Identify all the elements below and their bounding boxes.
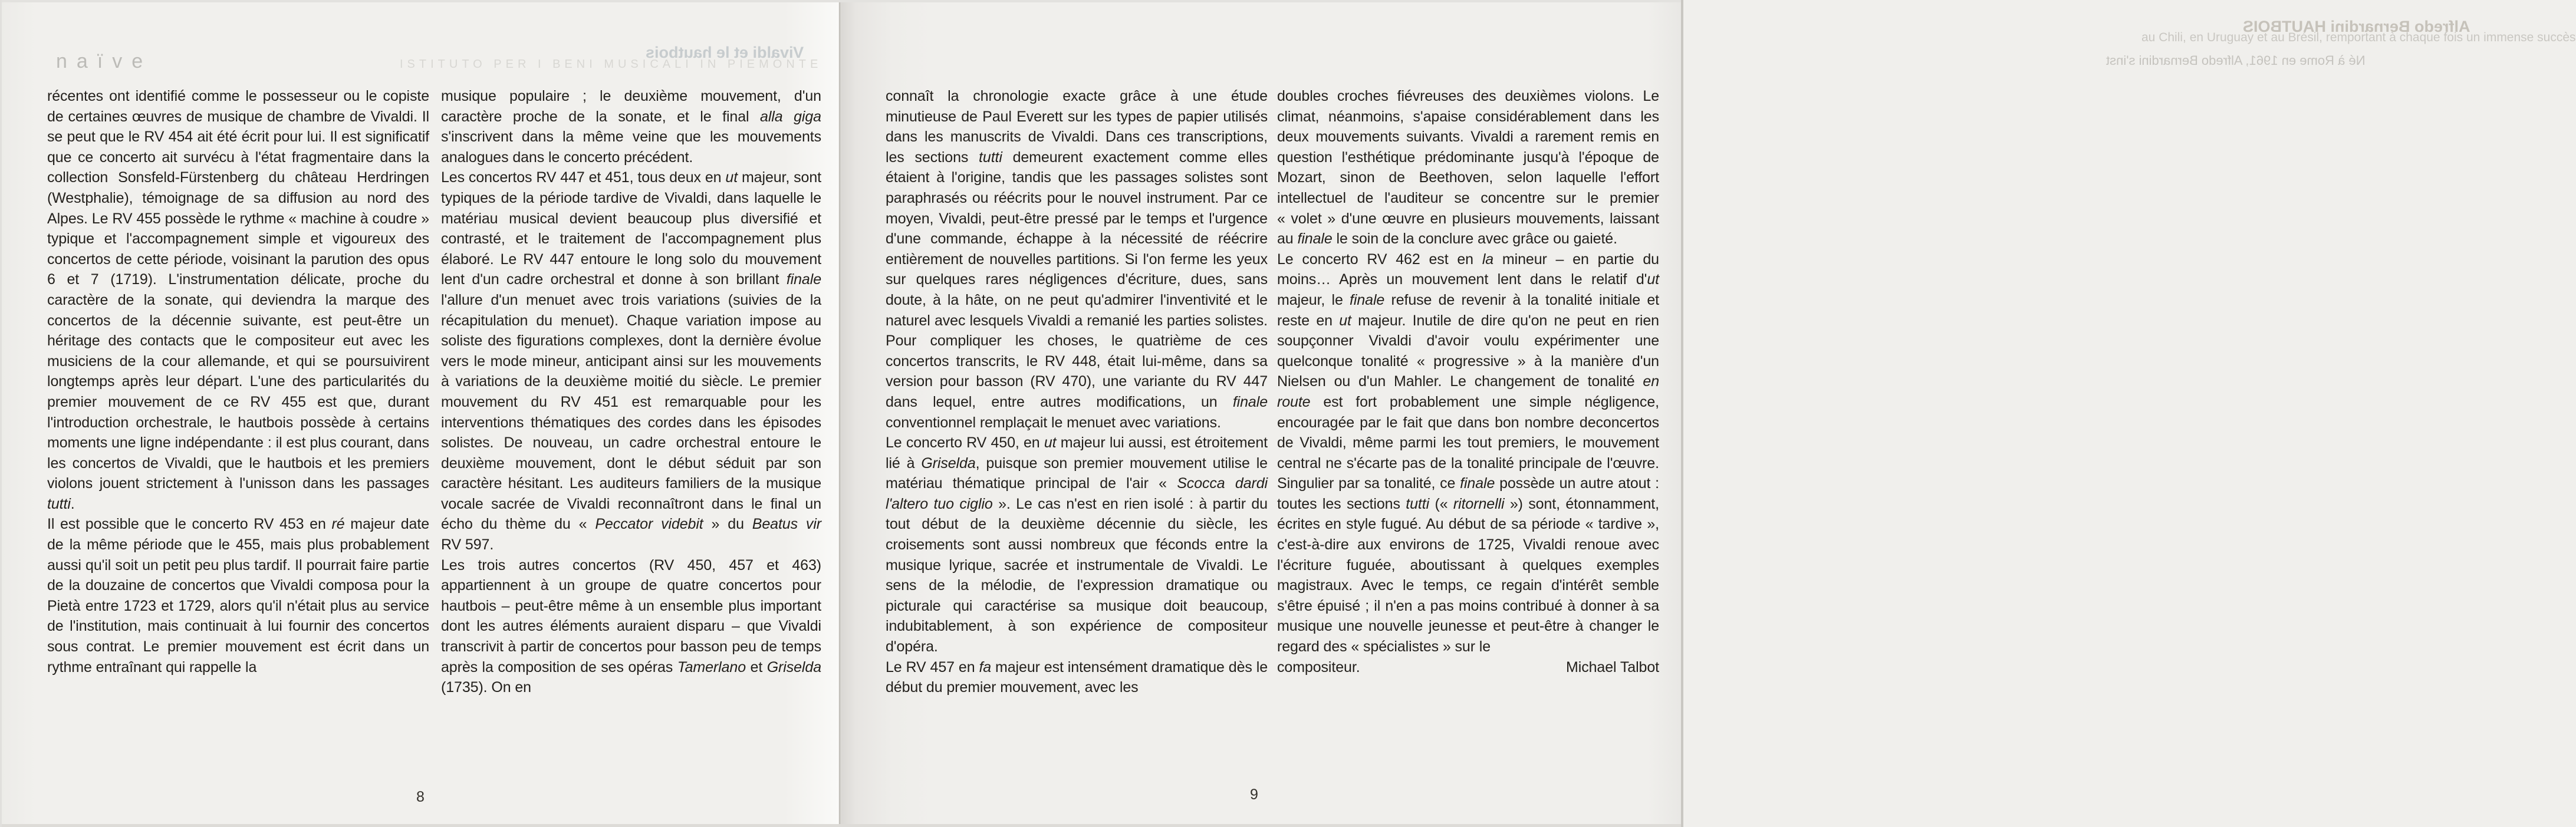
page-number-8: 8 xyxy=(416,789,425,805)
closing-line xyxy=(1277,657,1659,678)
text-column-4 xyxy=(1277,86,1659,677)
paragraph: Le concerto RV 462 est en la mineur – en partie du moins… Après un mouvement lent dans le relatif d'ut majeur, le finale refuse de revenir à la tonalité initiale et reste en ut majeur. Inutile de dire qu'on ne peut en rien soupçonner Vivaldi d'avoir voulu expérimenter une quelconque tonalité « progressive » à la manière d'un Nielsen ou d'un Mahler. Le changement de tonalité en route est fort probablement une simple négligence, encouragée par le fait que dans bon nombre deconcertos de Vivaldi, même parmi les tout premiers, le mouvement central ne s'écarte pas de la tonalité principale de l'œuvre. Singulier par sa tonalité, ce finale possède un autre atout : toutes les sections tutti (« ritornelli ») sont, étonnamment, écrites en style fugué. Au début de sa période « tardive », c'est-à-dire aux environs de 1725, Vivaldi renoue avec l'écriture fuguée, aboutissant à quelques exemples magistraux. Avec le temps, ce regain d'intérêt semble s'être épuisé ; il n'en a pas moins contribué à donner à sa musique une nouvelle jeunesse et peut-être à changer le regard des « spécialistes » sur le xyxy=(1277,251,1660,655)
paragraph: Le concerto RV 450, en ut majeur lui aussi, est étroitement lié à Griselda, puisque son premier mouvement utilise le matériau thématique principal de l'air « Scocca dardi l'altero tuo ciglio ». Le cas n'est en rien isolé : à partir du tout début de la deuxième décennie du siècle, les croisements sont aussi nombreux que féconds entre la musique lyrique, sacrée et instrumentale de Vivaldi. Le sens de la mélodie, de l'expression dramatique ou picturale qui caractérise sa musique doit beaucoup, indubitablement, à son expérience de compositeur d'opéra. xyxy=(886,434,1268,655)
bernardini-bio2-showthrough: Né à Rome en 1961, Alfredo Bernardini s'inst xyxy=(2106,53,2366,68)
bernardini-title-showthrough: Alfredo Bernardini HAUTBOIS xyxy=(2243,18,2470,35)
paragraph: connaît la chronologie exacte grâce à une étude minutieuse de Paul Everett sur les types de papier utilisés dans les manuscrits de Vivaldi. Dans ces transcriptions, les sections tutti demeurent exactement comme elles étaient à l'origine, tandis que les passages solistes sont paraphrasés ou réécrits pour le nouvel instrument. Par ce moyen, Vivaldi, peut-être pressé par le temps et l'urgence d'une commande, échappe à la nécessité de réécrire entièrement de nouvelles partitions. Si l'on ferme les yeux sur quelques rares négligences d'écriture, dues, sans doute, à la hâte, on ne peut qu'admirer l'inventivité et le naturel avec lesquels Vivaldi a remanié les parties solistes. Pour compliquer les choses, le quatrième de ces concertos transcrits, le RV 448, était lui-même, dans sa version pour basson (RV 470), une variante du RV 447 dans lequel, entre autres modifications, un finale conventionnel remplaçait le menuet avec variations. xyxy=(886,88,1268,431)
scan-edge-left xyxy=(0,0,2,827)
paragraph: Il est possible que le concerto RV 453 en ré majeur date de la même période que le 455, mais plus probablement aussi qu'il soit un petit peu plus tardif. Il pourrait faire partie de la douzaine de concertos que Vivaldi composa pour la Pietà entre 1723 et 1729, alors qu'il n'était plus au service de l'institution, mais continuait à lui fournir des concertos sous contrat. Le premier mouvement est écrit dans un rythme entraînant qui rappelle la xyxy=(47,516,429,676)
bernardini-bio-showthrough: au Chili, en Uruguay et au Brésil, remportant à chaque fois un immense succès xyxy=(2141,31,2576,44)
scan-edge-right xyxy=(1681,0,1683,827)
paragraph: doubles croches fiévreuses des deuxièmes violons. Le climat, néanmoins, s'apaise considérablement dans les deux mouvements suivants. Vivaldi a rarement remis en question l'esthétique prédominante jusqu'à l'époque de Mozart, sinon de Beethoven, selon laquelle l'effort intellectuel de l'auditeur se concentre sur le premier « volet » d'une œuvre en plusieurs mouvements, laissant au finale le soin de la conclure avec grâce ou gaieté. xyxy=(1277,88,1659,248)
author-signature: Michael Talbot xyxy=(1566,658,1659,676)
paragraph: récentes ont identifié comme le possesseur ou le copiste de certaines œuvres de musique de chambre de Vivaldi. Il se peut que le RV 454 ait été écrit pour lui. Il est significatif que ce concerto ait survécu à l'état fragmentaire dans la collection Sonsfeld-Fürstenberg du château Herdringen (Westphalie), témoignage de sa diffusion au nord des Alpes. Le RV 455 possède le rythme « machine à coudre » typique et l'accompagnement simple et vigoureux des concertos de cette période, voisinant la parution des opus 6 et 7 (1719). L'instrumentation délicate, proche du caractère de la sonate, qui deviendra la marque des concertos de la décennie suivante, est peut-être un héritage des contacts que le compositeur eut avec les musiciens de la cour allemande, et qui se poursuivirent longtemps après leur départ. L'une des particularités du premier mouvement de ce RV 455 est que, durant l'introduction orchestrale, le hautbois possède à certains moments une ligne indépendante : il est plus courant, dans les concertos de Vivaldi, que le hautbois et les premiers violons jouent strictement à l'unisson dans les passages tutti. xyxy=(47,88,429,512)
naive-logo-showthrough: naïve xyxy=(56,50,153,73)
page-gutter-crease xyxy=(838,0,840,827)
text-column-3 xyxy=(886,86,1268,698)
text-column-2 xyxy=(441,86,821,698)
page-number-9: 9 xyxy=(1250,786,1258,803)
paragraph: musique populaire ; le deuxième mouvement, d'un caractère proche de la sonate, et le final alla giga s'inscrivent dans la même veine que les mouvements analogues dans le concerto précédent. xyxy=(441,88,821,166)
text-column-1 xyxy=(47,86,429,677)
istituto-showthrough-text: ISTITUTO PER I BENI MUSICALI IN PIEMONTE xyxy=(400,58,823,71)
closing-word: compositeur. xyxy=(1277,658,1360,676)
paragraph: Les trois autres concertos (RV 450, 457 et 463) appartiennent à un groupe de quatre concertos pour hautbois – peut-être même à un ensemble plus important dont les autres éléments auraient disparu – que Vivaldi transcrivit à partir de concertos pour basson peu de temps après la composition de ses opéras Tamerlano et Griselda (1735). On en xyxy=(441,556,821,696)
vivaldi-title-showthrough: Vivaldi et le hautbois xyxy=(646,44,804,61)
scan-edge-bottom xyxy=(0,824,1683,827)
scan-edge-top xyxy=(0,0,1683,2)
paragraph: Les concertos RV 447 et 451, tous deux en ut majeur, sont typiques de la période tardive de Vivaldi, dans laquelle le matériau musical devient beaucoup plus diversifié et contrasté, et le traitement de l'accompagnement plus élaboré. Le RV 447 entoure le long solo du mouvement lent d'un cadre orchestral et donne à son brillant finale l'allure d'un menuet avec trois variations (suivies de la récapitulation du menuet). Chaque variation impose au soliste des figurations complexes, dont la dernière évolue vers le mode mineur, anticipant ainsi sur les mouvements à variations de la deuxième moitié du siècle. Le premier mouvement du RV 451 est remarquable pour les interventions thématiques des cordes dans les épisodes solistes. De nouveau, un cadre orchestral entoure le deuxième mouvement, dont le début séduit par son caractère hésitant. Les auditeurs familiers de la musique vocale sacrée de Vivaldi reconnaîtront dans le final un écho du thème du « Peccator videbit » du Beatus vir RV 597. xyxy=(441,169,822,553)
paragraph: Le RV 457 en fa majeur est intensément dramatique dès le début du premier mouvement, avec les xyxy=(886,658,1268,696)
